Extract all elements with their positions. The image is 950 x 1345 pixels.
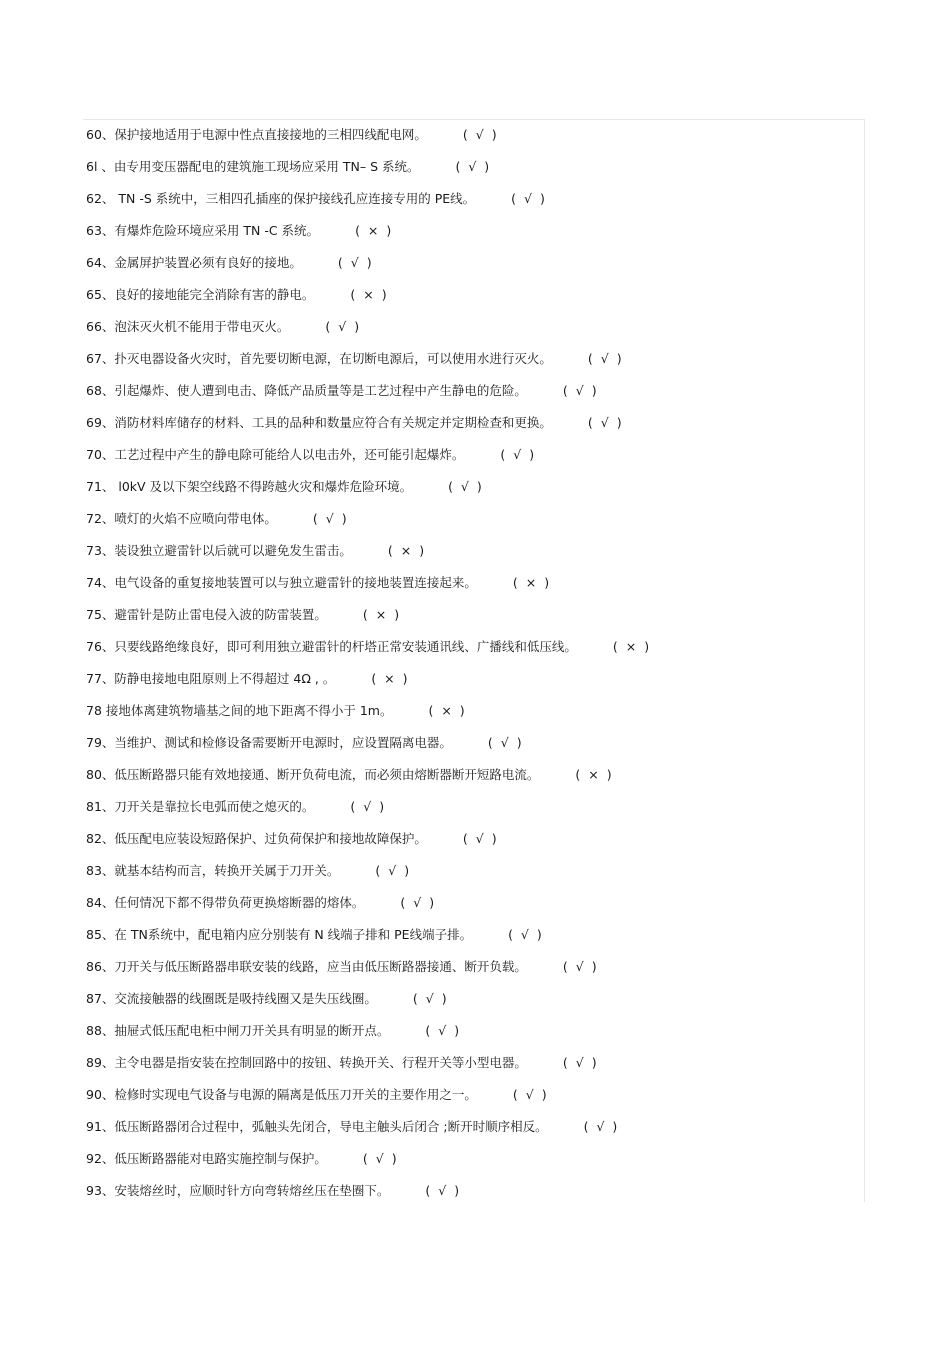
question-item: [86, 314, 856, 346]
question-answer: ( √ ): [562, 1055, 599, 1070]
question-text: 71、 l0kV 及以下架空线路不得跨越火灾和爆炸危险环境。: [86, 479, 413, 494]
question-item: [86, 442, 856, 474]
question-text: 80、低压断路器只能有效地接通、断开负荷电流，而必须由熔断器断开短路电流。: [86, 767, 540, 782]
question-text: 67、扑灭电器设备火灾时，首先要切断电源，在切断电源后，可以使用水进行灭火。: [86, 351, 552, 366]
question-item: [86, 698, 856, 730]
question-text: 84、任何情况下都不得带负荷更换熔断器的熔体。: [86, 895, 365, 910]
question-text: 93、安装熔丝时，应顺时针方向弯转熔丝压在垫圈下。: [86, 1183, 390, 1198]
question-text: 72、喷灯的火焰不应喷向带电体。: [86, 511, 277, 526]
question-item: [86, 1082, 856, 1114]
question-answer: ( × ): [350, 287, 389, 302]
question-text: 65、良好的接地能完全消除有害的静电。: [86, 287, 315, 302]
question-item: [86, 762, 856, 794]
question-item: [86, 570, 856, 602]
question-item: [86, 186, 856, 218]
question-text: 64、金属屏护装置必须有良好的接地。: [86, 255, 302, 270]
question-item: [86, 730, 856, 762]
question-answer: ( × ): [362, 607, 402, 622]
question-answer: ( × ): [428, 703, 467, 718]
question-answer: ( × ): [512, 575, 552, 590]
question-answer: ( × ): [371, 671, 410, 686]
question-item: [86, 890, 856, 922]
question-item: [86, 346, 856, 378]
question-answer: ( √ ): [511, 191, 547, 206]
question-text: 81、刀开关是靠拉长电弧而使之熄灭的。: [86, 799, 315, 814]
question-text: 63、有爆炸危险环境应采用 TN -C 系统。: [86, 223, 320, 238]
question-item: [86, 1114, 856, 1146]
question-text: 69、消防材料库储存的材料、工具的品种和数量应符合有关规定并定期检查和更换。: [86, 415, 552, 430]
question-text: 87、交流接触器的线圈既是吸持线圈又是失压线圈。: [86, 991, 377, 1006]
question-answer: ( × ): [387, 543, 427, 558]
question-item: [86, 666, 856, 698]
question-text: 92、低压断路器能对电路实施控制与保护。: [86, 1151, 327, 1166]
question-text: 83、就基本结构而言，转换开关属于刀开关。: [86, 863, 340, 878]
question-text: 75、避雷针是防止雷电侵入波的防雷装置。: [86, 607, 327, 622]
question-item: [86, 122, 856, 154]
question-item: [86, 602, 856, 634]
question-item: [86, 986, 856, 1018]
question-item: [86, 378, 856, 410]
question-answer: ( √ ): [512, 1087, 549, 1102]
question-text: 6l 、由专用变压器配电的建筑施工现场应采用 TN– S 系统。: [86, 159, 420, 174]
question-item: [86, 826, 856, 858]
question-answer: ( √ ): [362, 1151, 399, 1166]
question-text: 89、主令电器是指安装在控制回路中的按钮、转换开关、行程开关等小型电器。: [86, 1055, 527, 1070]
question-item: [86, 506, 856, 538]
question-item: [86, 218, 856, 250]
question-text: 88、抽屉式低压配电柜中闸刀开关具有明显的断开点。: [86, 1023, 390, 1038]
question-text: 66、泡沫灭火机不能用于带电灭火。: [86, 319, 290, 334]
question-answer: ( √ ): [562, 959, 599, 974]
question-text: 68、引起爆炸、使人遭到电击、降低产品质量等是工艺过程中产生静电的危险。: [86, 383, 527, 398]
question-item: [86, 794, 856, 826]
question-answer: ( √ ): [500, 447, 537, 462]
question-answer: ( × ): [612, 639, 652, 654]
question-item: [86, 154, 856, 186]
question-answer: ( √ ): [312, 511, 349, 526]
question-item: [86, 410, 856, 442]
question-text: 90、检修时实现电气设备与电源的隔离是低压刀开关的主要作用之一。: [86, 1087, 477, 1102]
question-item: [86, 1178, 856, 1210]
question-answer: ( √ ): [462, 831, 499, 846]
question-answer: ( √ ): [337, 255, 374, 270]
question-answer: ( √ ): [487, 735, 524, 750]
question-text: 74、电气设备的重复接地装置可以与独立避雷针的接地装置连接起来。: [86, 575, 477, 590]
question-answer: ( √ ): [412, 991, 449, 1006]
question-answer: ( √ ): [562, 383, 599, 398]
question-answer: ( √ ): [583, 1119, 620, 1134]
question-answer: ( √ ): [375, 863, 412, 878]
question-text: 79、当维护、测试和检修设备需要断开电源时，应设置隔离电器。: [86, 735, 452, 750]
question-item: [86, 474, 856, 506]
question-answer: ( √ ): [400, 895, 437, 910]
question-text: 86、刀开关与低压断路器串联安装的线路，应当由低压断路器接通、断开负载。: [86, 959, 527, 974]
question-text: 70、工艺过程中产生的静电除可能给人以电击外，还可能引起爆炸。: [86, 447, 465, 462]
question-answer: ( √ ): [462, 127, 499, 142]
question-answer: ( √ ): [425, 1023, 462, 1038]
question-answer: ( √ ): [587, 415, 624, 430]
question-text: 78 接地体离建筑物墙基之间的地下距离不得小于 1m。: [86, 703, 393, 718]
question-text: 77、防静电接地电阻原则上不得超过 4Ω , 。: [86, 671, 336, 686]
question-item: [86, 922, 856, 954]
question-answer: ( √ ): [508, 927, 544, 942]
question-item: [86, 858, 856, 890]
question-answer: ( √ ): [448, 479, 484, 494]
question-text: 91、低压断路器闭合过程中，弧触头先闭合，导电主触头后闭合 ;断开时顺序相反。: [86, 1119, 548, 1134]
question-item: [86, 1018, 856, 1050]
question-text: 73、装设独立避雷针以后就可以避免发生雷击。: [86, 543, 352, 558]
question-item: [86, 1050, 856, 1082]
question-item: [86, 954, 856, 986]
question-item: [86, 1146, 856, 1178]
question-answer: ( √ ): [455, 159, 492, 174]
question-answer: ( × ): [355, 223, 394, 238]
question-text: 85、在 TN系统中，配电箱内应分别装有 N 线端子排和 PE线端子排。: [86, 927, 473, 942]
question-item: [86, 282, 856, 314]
question-answer: ( √ ): [587, 351, 624, 366]
question-answer: ( √ ): [325, 319, 362, 334]
question-text: 62、 TN -S 系统中，三相四孔插座的保护接线孔应连接专用的 PE线。: [86, 191, 476, 206]
question-item: [86, 538, 856, 570]
question-answer: ( √ ): [425, 1183, 462, 1198]
question-text: 82、低压配电应装设短路保护、过负荷保护和接地故障保护。: [86, 831, 427, 846]
question-list: [86, 122, 856, 1210]
question-text: 60、保护接地适用于电源中性点直接接地的三相四线配电网。: [86, 127, 427, 142]
question-text: 76、只要线路绝缘良好，即可利用独立避雷针的杆塔正常安装通讯线、广播线和低压线。: [86, 639, 577, 654]
question-item: [86, 634, 856, 666]
question-item: [86, 250, 856, 282]
question-answer: ( √ ): [350, 799, 387, 814]
question-answer: ( × ): [575, 767, 614, 782]
